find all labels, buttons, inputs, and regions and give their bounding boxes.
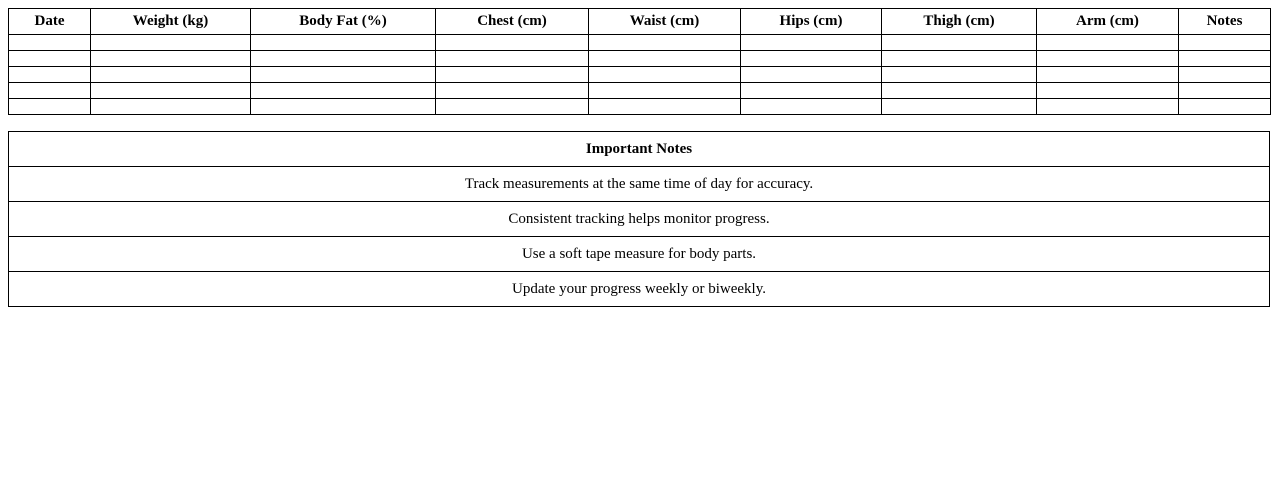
cell-body-fat[interactable] [251,83,436,99]
note-item: Track measurements at the same time of day for accuracy. [9,167,1270,202]
note-item: Use a soft tape measure for body parts. [9,237,1270,272]
notes-title: Important Notes [9,132,1270,167]
cell-chest[interactable] [436,35,589,51]
body-measurement-table [8,8,1271,115]
cell-arm[interactable] [1037,35,1179,51]
table-row [9,83,1271,99]
important-notes-table [8,131,1270,307]
important-notes-section [8,131,1270,307]
cell-notes[interactable] [1179,51,1271,67]
cell-chest[interactable] [436,51,589,67]
cell-date[interactable] [9,35,91,51]
table-row [9,35,1271,51]
cell-body-fat[interactable] [251,51,436,67]
cell-weight[interactable] [91,67,251,83]
cell-notes[interactable] [1179,83,1271,99]
cell-thigh[interactable] [882,35,1037,51]
cell-notes[interactable] [1179,67,1271,83]
cell-arm[interactable] [1037,67,1179,83]
cell-hips[interactable] [741,67,882,83]
notes-row [9,202,1270,237]
cell-hips[interactable] [741,99,882,115]
note-item: Update your progress weekly or biweekly. [9,272,1270,307]
cell-arm[interactable] [1037,99,1179,115]
cell-date[interactable] [9,83,91,99]
cell-thigh[interactable] [882,99,1037,115]
cell-hips[interactable] [741,35,882,51]
column-header-weight: Weight (kg) [91,9,251,35]
cell-arm[interactable] [1037,51,1179,67]
cell-body-fat[interactable] [251,35,436,51]
cell-chest[interactable] [436,67,589,83]
cell-weight[interactable] [91,35,251,51]
column-header-thigh: Thigh (cm) [882,9,1037,35]
cell-chest[interactable] [436,99,589,115]
table-row [9,99,1271,115]
cell-hips[interactable] [741,83,882,99]
notes-row [9,237,1270,272]
table-row [9,67,1271,83]
column-header-hips: Hips (cm) [741,9,882,35]
cell-notes[interactable] [1179,35,1271,51]
note-item: Consistent tracking helps monitor progress. [9,202,1270,237]
notes-row [9,167,1270,202]
cell-weight[interactable] [91,83,251,99]
cell-body-fat[interactable] [251,67,436,83]
cell-hips[interactable] [741,51,882,67]
cell-weight[interactable] [91,51,251,67]
cell-waist[interactable] [589,67,741,83]
cell-waist[interactable] [589,83,741,99]
column-header-date: Date [9,9,91,35]
column-header-chest: Chest (cm) [436,9,589,35]
cell-date[interactable] [9,99,91,115]
cell-weight[interactable] [91,99,251,115]
table-row [9,51,1271,67]
cell-thigh[interactable] [882,51,1037,67]
notes-row [9,272,1270,307]
cell-thigh[interactable] [882,67,1037,83]
column-header-notes: Notes [1179,9,1271,35]
cell-notes[interactable] [1179,99,1271,115]
cell-thigh[interactable] [882,83,1037,99]
cell-chest[interactable] [436,83,589,99]
cell-arm[interactable] [1037,83,1179,99]
cell-waist[interactable] [589,35,741,51]
cell-date[interactable] [9,67,91,83]
column-header-body-fat: Body Fat (%) [251,9,436,35]
cell-waist[interactable] [589,99,741,115]
notes-title-row [9,132,1270,167]
column-header-arm: Arm (cm) [1037,9,1179,35]
table-header-row [9,9,1271,35]
cell-body-fat[interactable] [251,99,436,115]
column-header-waist: Waist (cm) [589,9,741,35]
cell-waist[interactable] [589,51,741,67]
cell-date[interactable] [9,51,91,67]
